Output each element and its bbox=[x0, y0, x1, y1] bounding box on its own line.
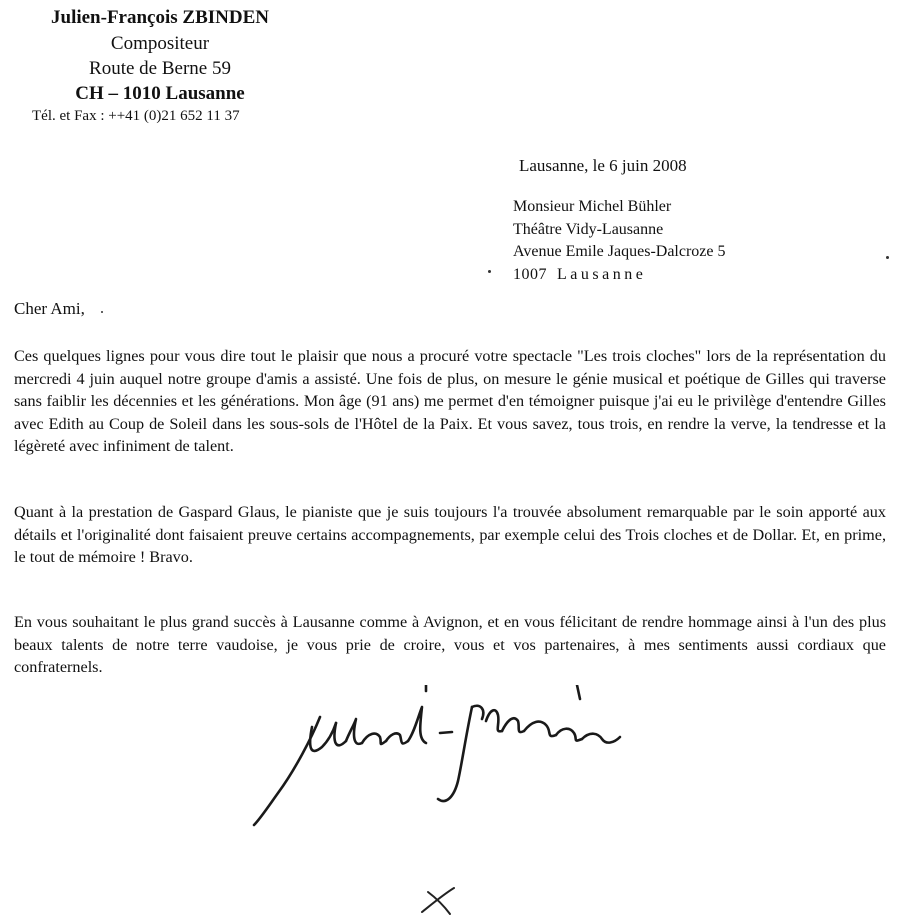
sender-city: CH – 1010 Lausanne bbox=[75, 83, 245, 104]
salutation: Cher Ami, bbox=[14, 299, 85, 318]
recipient-city: Lausanne bbox=[557, 265, 647, 283]
body-paragraph-2: Quant à la prestation de Gaspard Glaus, le pianiste que je suis toujours l'a trouvée absolument remarquable par le soin apporté aux détails et l'originalité dont faisaient preuve certains accompagnements, par exemple celui des Trois cloches et de Dollar. Et, en prime, le tout de mémoire ! Bravo. bbox=[14, 503, 886, 567]
scan-speck bbox=[886, 256, 889, 259]
date-line: Lausanne, le 6 juin 2008 bbox=[519, 156, 687, 175]
handwritten-signature bbox=[240, 685, 680, 835]
sender-contact: Tél. et Fax : ++41 (0)21 652 11 37 bbox=[32, 108, 240, 124]
recipient-address bbox=[513, 196, 726, 286]
letterhead bbox=[0, 4, 320, 107]
cross-mark-icon bbox=[418, 884, 458, 918]
body-paragraph-3: En vous souhaitant le plus grand succès à Lausanne comme à Avignon, et en vous félicitant de rendre hommage ainsi à l'un des plus beaux talents de notre terre vaudoise, je vous prie de croire, vous et vos partenaires, à mes sentiments aussi cordiaux que confraternels. bbox=[14, 613, 886, 677]
sender-name: Julien-François ZBINDEN bbox=[51, 7, 269, 28]
sender-title: Compositeur bbox=[110, 33, 210, 54]
recipient-line-street: Avenue Emile Jaques-Dalcroze 5 bbox=[513, 243, 726, 260]
sender-street: Route de Berne 59 bbox=[89, 58, 231, 79]
recipient-postcode: 1007 bbox=[513, 265, 547, 283]
body-paragraph-1: Ces quelques lignes pour vous dire tout le plaisir que nous a procuré votre spectacle "Les trois cloches" lors de la représentation du mercredi 4 juin auquel notre groupe d'amis a assisté. Une fois de plus, on mesure le génie musical et poétique de Gilles qui traverse sans faiblir les décennies et les générations. Mon âge (91 ans) me permet d'en témoigner puisque j'ai eu le privilège d'entendre Gilles avec Edith au Coup de Soleil dans les sous-sols de l'Hôtel de la Paix. Et vous savez, tous trois, en rendre la verve, la tendresse et la légèreté avec infiniment de talent. bbox=[14, 347, 886, 456]
recipient-line-name: Monsieur Michel Bühler bbox=[513, 198, 672, 215]
scan-speck bbox=[101, 311, 103, 313]
recipient-line-organization: Théâtre Vidy-Lausanne bbox=[513, 220, 664, 238]
recipient-line-city bbox=[513, 264, 726, 287]
scan-speck bbox=[488, 270, 491, 273]
